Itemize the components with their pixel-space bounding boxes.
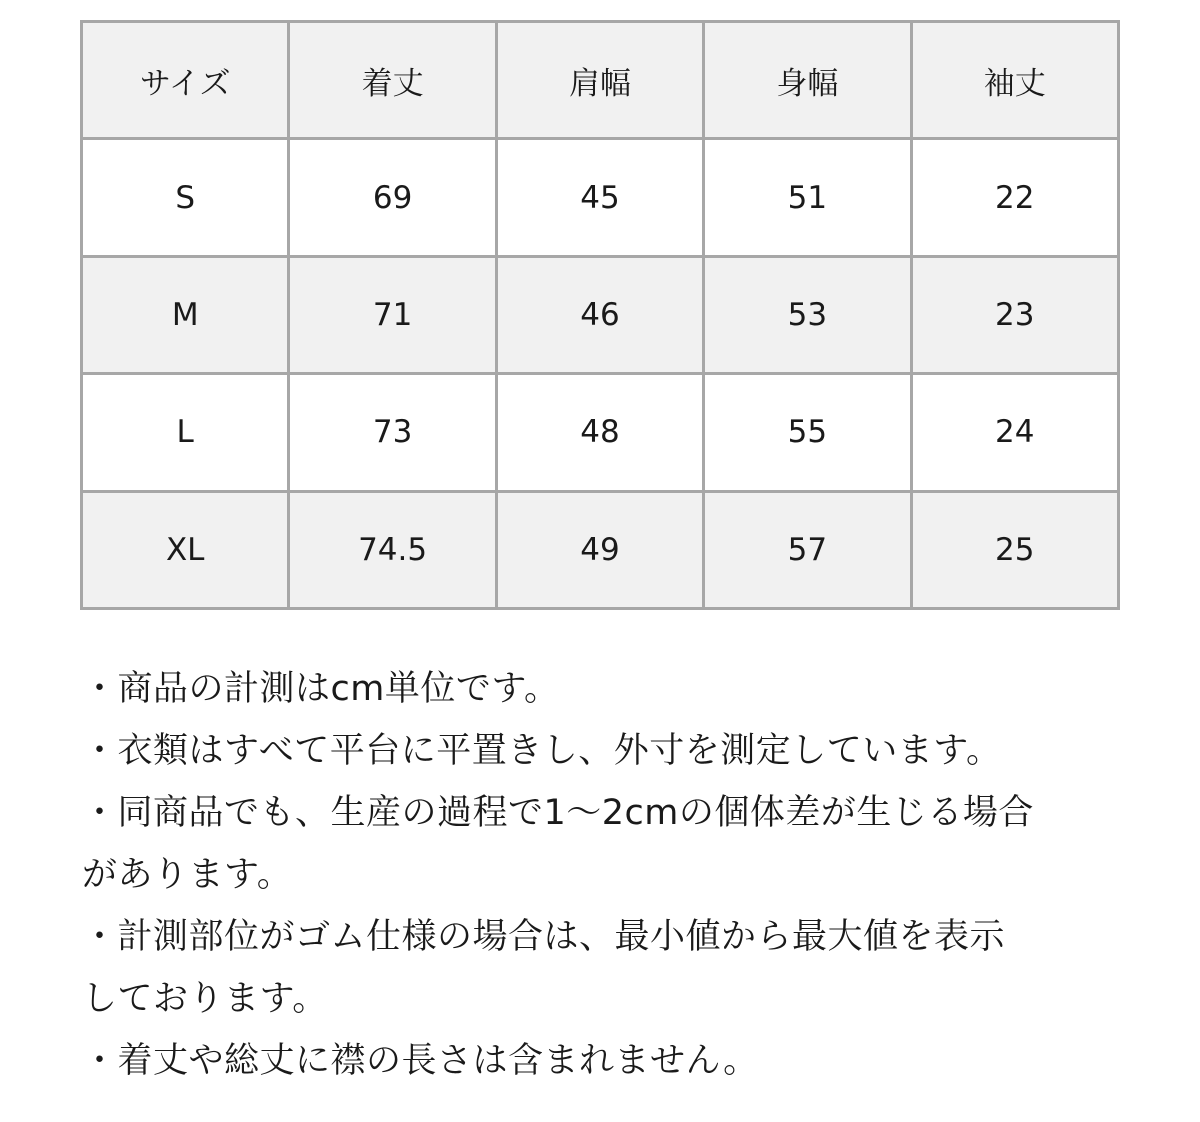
note-elastic-range: ・計測部位がゴム仕様の場合は、最小値から最大値を表示 しております。: [82, 917, 1006, 1019]
table-cell: 46: [496, 256, 703, 373]
table-header-row: [82, 22, 1119, 139]
table-cell: S: [82, 139, 289, 256]
table-cell: 22: [911, 139, 1118, 256]
note-unit: ・商品の計測はcm単位です。: [82, 669, 560, 709]
table-cell: L: [82, 374, 289, 491]
table-cell: 51: [704, 139, 911, 256]
table-row: [82, 374, 1119, 491]
table-cell: 25: [911, 491, 1118, 608]
table-cell: 49: [496, 491, 703, 608]
size-chart-table: [80, 20, 1120, 610]
table-cell: 23: [911, 256, 1118, 373]
table-cell: 53: [704, 256, 911, 373]
header-cell-size: サイズ: [82, 22, 289, 139]
table-cell: 73: [289, 374, 496, 491]
measurement-notes: [82, 658, 1132, 1092]
header-cell-sleeve: 袖丈: [911, 22, 1118, 139]
table-cell: 69: [289, 139, 496, 256]
table-row: [82, 491, 1119, 608]
header-cell-chest: 身幅: [704, 22, 911, 139]
table-cell: XL: [82, 491, 289, 608]
table-cell: 48: [496, 374, 703, 491]
header-cell-shoulder: 肩幅: [496, 22, 703, 139]
table-cell: 24: [911, 374, 1118, 491]
note-flat-measurement: ・衣類はすべて平台に平置きし、外寸を測定しています。: [82, 731, 1002, 771]
table-cell: 57: [704, 491, 911, 608]
table-cell: 55: [704, 374, 911, 491]
table-row: [82, 139, 1119, 256]
note-collar-excluded: ・着丈や総丈に襟の長さは含まれません。: [82, 1041, 759, 1081]
table-cell: 45: [496, 139, 703, 256]
header-cell-length: 着丈: [289, 22, 496, 139]
table-cell: 74.5: [289, 491, 496, 608]
table-cell: M: [82, 256, 289, 373]
table-row: [82, 256, 1119, 373]
table-cell: 71: [289, 256, 496, 373]
note-individual-variance: ・同商品でも、生産の過程で1〜2cmの個体差が生じる場合 があります。: [82, 793, 1034, 895]
